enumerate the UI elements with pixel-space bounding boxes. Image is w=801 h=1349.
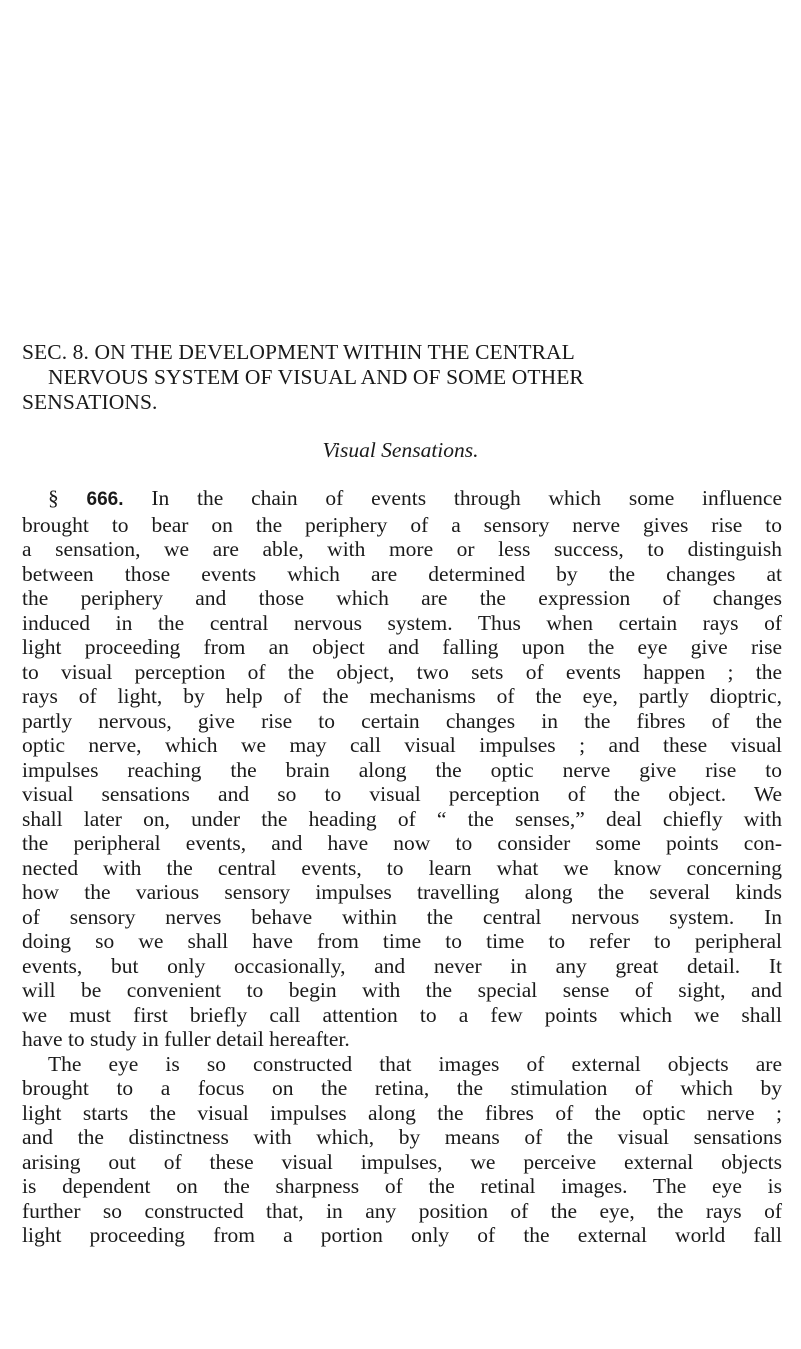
text-line: arising out of these visual impulses, we perceive external objects — [22, 1149, 782, 1174]
text-line: a sensation, we are able, with more or less success, to distinguish — [22, 537, 782, 561]
section-number: 666. — [86, 489, 124, 510]
text-line: the peripheral events, and have now to consider some points con- — [22, 831, 782, 855]
text-line: the periphery and those which are the expression of changes — [22, 586, 782, 610]
text-line: shall later on, under the heading of “ the senses,” deal chiefly with — [22, 806, 782, 831]
text-line: to visual perception of the object, two sets of events happen ; the — [22, 659, 782, 684]
text-line: further so constructed that, in any position of the eye, the rays of — [22, 1198, 782, 1223]
body-text — [22, 486, 782, 1248]
text-line: § 666. In the chain of events through which some influence — [48, 486, 783, 510]
text-line: partly nervous, give rise to certain changes in the fibres of the — [22, 708, 782, 733]
text-line: light proceeding from a portion only of the external world fall — [22, 1223, 782, 1247]
text-line: of sensory nerves behave within the central nervous system. In — [22, 904, 782, 929]
heading-line: NERVOUS SYSTEM OF VISUAL AND OF SOME OTHER — [48, 365, 584, 389]
section-mark: § — [48, 486, 59, 510]
text-line: light proceeding from an object and falling upon the eye give rise — [22, 635, 782, 659]
text-line: will be convenient to begin with the special sense of sight, and — [22, 978, 782, 1002]
section-heading — [22, 340, 782, 415]
text-line: between those events which are determined by the changes at — [22, 561, 782, 586]
text-line: visual sensations and so to visual perception of the object. We — [22, 782, 782, 806]
text-line: how the various sensory impulses travelling along the several kinds — [22, 880, 782, 904]
text-line: impulses reaching the brain along the optic nerve give rise to — [22, 757, 782, 782]
text-line: have to study in fuller detail hereafter. — [22, 1027, 350, 1051]
text-line: induced in the central nervous system. Thus when certain rays of — [22, 610, 782, 635]
text-line: The eye is so constructed that images of external objects are — [48, 1051, 782, 1076]
text-line: brought to a focus on the retina, the stimulation of which by — [22, 1076, 782, 1100]
text-line: nected with the central events, to learn what we know concerning — [22, 855, 782, 880]
subheading: Visual Sensations. — [322, 438, 479, 462]
text-line: and the distinctness with which, by means of the visual sensations — [22, 1125, 782, 1149]
text-line: light starts the visual impulses along the fibres of the optic nerve ; — [22, 1100, 782, 1125]
text-line: events, but only occasionally, and never in any great detail. It — [22, 953, 782, 978]
heading-line: SEC. 8. ON THE DEVELOPMENT WITHIN THE CENTRAL — [22, 340, 575, 364]
text-line: is dependent on the sharpness of the retinal images. The eye is — [22, 1174, 782, 1198]
text-line: optic nerve, which we may call visual impulses ; and these visual — [22, 733, 782, 757]
text-line: we must first briefly call attention to a few points which we shall — [22, 1002, 782, 1027]
heading-line: SENSATIONS. — [22, 390, 158, 414]
text-line: doing so we shall have from time to time to refer to peripheral — [22, 929, 782, 953]
text-line: rays of light, by help of the mechanisms of the eye, partly dioptric, — [22, 684, 782, 708]
text-line: brought to bear on the periphery of a sensory nerve gives rise to — [22, 512, 782, 537]
